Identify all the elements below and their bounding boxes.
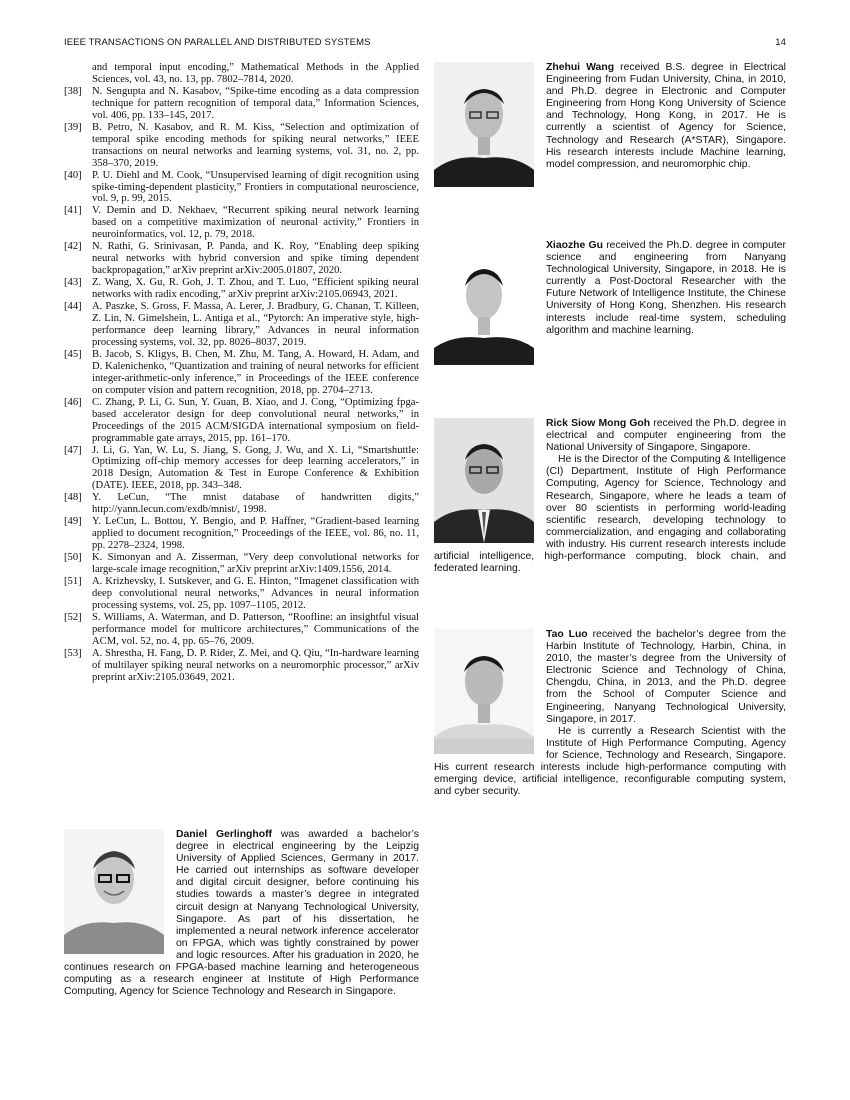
reference-list [64,62,419,684]
portrait-silhouette-icon [64,829,164,954]
reference-item [64,86,419,122]
reference-item [64,277,419,301]
portrait-photo [434,240,534,365]
bio-text: received the Ph.D. degree in electrical and computer engineering from the National University of Singapore, Singapore. [546,418,786,454]
portrait-photo [434,629,534,754]
reference-number: [42] [64,241,82,253]
reference-item [64,397,419,445]
journal-title: IEEE TRANSACTIONS ON PARALLEL AND DISTRIBUTED SYSTEMS [64,37,371,48]
reference-item [64,552,419,576]
reference-item [64,445,419,493]
reference-number: [49] [64,516,82,528]
bio-text: He is the Director of the Computing & Intelligence (CI) Department, Institute of High Performance Computing, Agency for Science, Technology and Research, Singapore, where he leads a team of over 80 scientists in performing world-leading scientific research, developing technology to commercialization, and engaging and collaborating with industry. His current research interests include artificial intelligence, high-performance computing, block chain, and federated learning. [434,454,786,575]
portrait-photo [434,418,534,543]
reference-item [64,241,419,277]
bio-rick-goh [434,418,786,575]
reference-number: [53] [64,647,82,659]
reference-text: N. Sengupta and N. Kasabov, “Spike-time encoding as a data compression technique for pattern recognition of temporal data,” Information Sciences, vol. 406, pp. 133–145, 2017. [92,85,419,121]
bio-xiaozhe-gu [434,240,786,367]
reference-text: Y. LeCun, “The mnist database of handwritten digits,” http://yann.lecun.com/exdb/mnist/, 1998. [92,492,419,516]
bio-name: Zhehui Wang [546,62,615,73]
reference-item [64,62,419,86]
portrait-photo [434,62,534,187]
bio-name: Rick Siow Mong Goh [546,418,651,429]
reference-text: Y. LeCun, L. Bottou, Y. Bengio, and P. Haffner, “Gradient-based learning applied to document recognition,” Proceedings of the IEEE, vol. 86, no. 11, pp. 2278–2324, 1998. [92,516,419,552]
reference-item [64,612,419,648]
portrait-photo [64,829,164,954]
reference-number: [44] [64,301,82,313]
reference-item [64,648,419,684]
page-number: 14 [775,37,786,48]
reference-item [64,301,419,349]
bio-text: was awarded a bachelor’s degree in electrical engineering by the Leipzig University of Applied Sciences, Germany in 2017. He carried out internships as software developer and digital circuit designer, before continuing his studies towards a master’s degree in integrated circuit design at Nanyang Technological University, Singapore. As part of his dissertation, he implemented a neural network inference accelerator on FPGA, which was tightly constrained by power and logic resources. After his graduation in 2020, he continues research on FPGA-based machine learning and heterogeneous computing as a research engineer at Institute of High Performance Computing, Agency for Science Technology and Research in Singapore. [64,829,419,998]
reference-number: [45] [64,348,82,360]
reference-number: [39] [64,121,82,133]
portrait-silhouette-icon [434,62,534,187]
reference-text: B. Jacob, S. Kligys, B. Chen, M. Zhu, M. Tang, A. Howard, H. Adam, and D. Kalenichenko, “Quantization and training of neural networks for efficient integer-arithmetic-only inference,” in Proceedings of the IEEE conference on computer vision and pattern recognition, 2018, pp. 2704–2713. [92,348,419,396]
portrait-silhouette-icon [434,629,534,754]
reference-text: N. Rathi, G. Srinivasan, P. Panda, and K. Roy, “Enabling deep spiking neural networks with hybrid conversion and spike timing dependent backpropagation,” arXiv preprint arXiv:2005.01807, 2020. [92,241,419,277]
reference-text: B. Petro, N. Kasabov, and R. M. Kiss, “Selection and optimization of temporal spike encoding methods for spiking neural networks,” IEEE transactions on neural networks and learning systems, vol. 31, no. 2, pp. 358–370, 2019. [92,121,419,169]
portrait-silhouette-icon [434,240,534,365]
reference-text: S. Williams, A. Waterman, and D. Patterson, “Roofline: an insightful visual performance model for multicore architectures,” Communications of the ACM, vol. 52, no. 4, pp. 65–76, 2009. [92,611,419,647]
reference-text: Z. Wang, X. Gu, R. Goh, J. T. Zhou, and T. Luo, “Efficient spiking neural networks with radix encoding,” arXiv preprint arXiv:2105.06943, 2021. [92,277,419,301]
reference-text: A. Krizhevsky, I. Sutskever, and G. E. Hinton, “Imagenet classification with deep convolutional neural networks,” Advances in neural information processing systems, vol. 25, pp. 1097–1105, 2012. [92,575,419,611]
reference-number: [43] [64,277,82,289]
bio-text: received B.S. degree in Electrical Engineering from Fudan University, China, in 2010, and Ph.D. degree in Electronic and Computer Engineering from Hong Kong University of Science and Technology, Hong Kong, in 2017. He is currently a scientist of Agency for Science, Technology and Research (A*STAR), Singapore. His research interests include Machine learning, model compression, and neuromorphic chip. [546,62,786,170]
bio-name: Tao Luo [546,629,588,640]
bio-name: Xiaozhe Gu [546,240,603,251]
bio-name: Daniel Gerlinghoff [176,829,272,840]
bio-text: He is currently a Research Scientist with the Institute of High Performance Computing, Agency for Science, Technology and Research, Singapore. His current research interests include high-performance computing with emerging device, artificial intelligence, reconfigurable computing system, and cyber security. [434,725,786,798]
reference-text: V. Demin and D. Nekhaev, “Recurrent spiking neural network learning based on a competitive maximization of neuronal activity,” Frontiers in neuroinformatics, vol. 12, p. 79, 2018. [92,205,419,241]
portrait-silhouette-icon [434,418,534,543]
reference-text: C. Zhang, P. Li, G. Sun, Y. Guan, B. Xiao, and J. Cong, “Optimizing fpga-based accelerator design for deep convolutional neural networks,” in Proceedings of the 2015 ACM/SIGDA international symposium on field-programmable gate arrays, 2015, pp. 161–170. [92,396,419,444]
reference-number: [46] [64,396,82,408]
reference-number: [38] [64,85,82,97]
reference-text: and temporal input encoding,” Mathematical Methods in the Applied Sciences, vol. 43, no. 13, pp. 7802–7814, 2020. [92,62,419,85]
reference-item [64,516,419,552]
reference-text: A. Paszke, S. Gross, F. Massa, A. Lerer, J. Bradbury, G. Chanan, T. Killeen, Z. Lin, N. Gimelshein, L. Antiga et al., “Pytorch: An imperative style, high-performance deep learning library,” Advances in neural information processing systems, vol. 32, pp. 8026–8037, 2019. [92,301,419,348]
reference-number: [48] [64,492,82,504]
reference-text: P. U. Diehl and M. Cook, “Unsupervised learning of digit recognition using spike-timing-dependent plasticity,” Frontiers in computational neuroscience, vol. 9, p. 99, 2015. [92,169,419,205]
bio-daniel-gerlinghoff [64,829,419,998]
reference-number: [51] [64,575,82,587]
reference-text: J. Li, G. Yan, W. Lu, S. Jiang, S. Gong, J. Wu, and X. Li, “Smartshuttle: Optimizing off-chip memory accesses for deep learning accelerators,” in 2018 Design, Automation & Test in Europe Conference & Exhibition (DATE). IEEE, 2018, pp. 343–348. [92,444,419,492]
reference-number: [50] [64,552,82,564]
reference-number: [47] [64,444,82,456]
reference-item [64,170,419,206]
bio-text: received the Ph.D. degree in computer science and engineering from Nanyang Technological University, Singapore, in 2018. He is currently a Post-Doctoral Researcher with the Future Network of Intelligence Institute, the Chinese University of Hong Kong, Shenzhen. His research interests include real-time system, scheduling algorithm and machine learning. [546,240,786,336]
reference-text: K. Simonyan and A. Zisserman, “Very deep convolutional networks for large-scale image recognition,” arXiv preprint arXiv:1409.1556, 2014. [92,552,419,576]
reference-item [64,205,419,241]
reference-item [64,576,419,612]
bio-tao-luo [434,629,786,798]
bio-text: received the bachelor’s degree from the Harbin Institute of Technology, Harbin, China, in 2010, the master’s degree from the University of Electronic Science and Technology of China, Chengdu, China, in 2013, and the Ph.D. degree from the School of Computer Science and Engineering, Nanyang Technological University, Singapore, in 2017. [546,629,786,725]
running-header [64,37,786,51]
reference-text: A. Shrestha, H. Fang, D. P. Rider, Z. Mei, and Q. Qiu, “In-hardware learning of multilayer spiking neural networks on a neuromorphic processor,” arXiv preprint arXiv:2105.03649, 2021. [92,647,419,683]
reference-number: [40] [64,169,82,181]
reference-item [64,349,419,397]
reference-item [64,122,419,170]
reference-number: [52] [64,611,82,623]
reference-item [64,492,419,516]
bio-zhehui-wang [434,62,786,189]
reference-number: [41] [64,205,82,217]
